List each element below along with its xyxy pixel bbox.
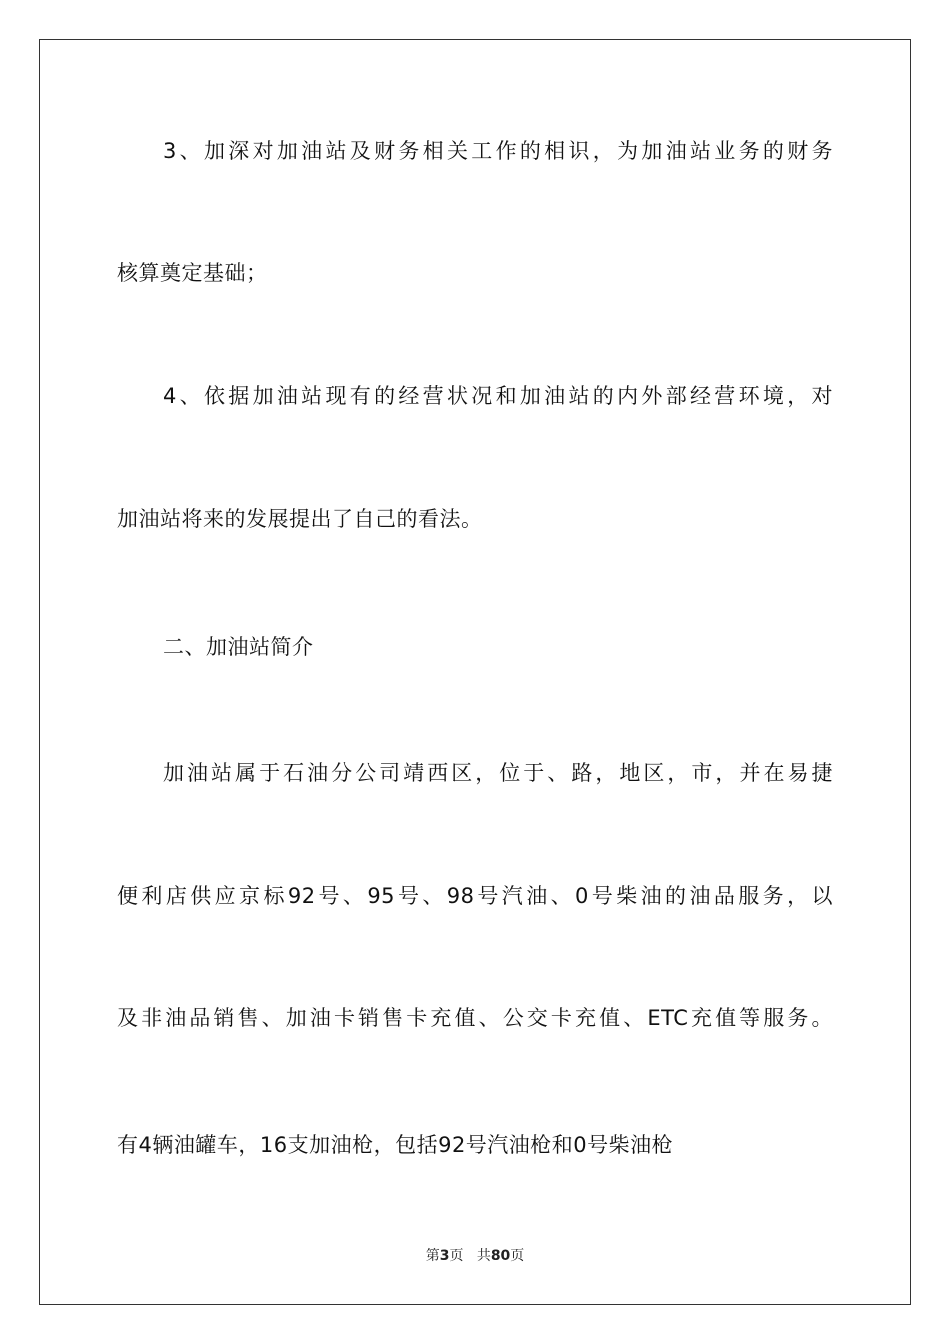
page-border — [39, 39, 911, 1305]
paragraph-line-8: 有4辆油罐车，16支加油枪，包括92号汽油枪和0号柴油枪 — [117, 1133, 674, 1157]
footer-page-number: 3 — [439, 1248, 450, 1264]
paragraph-line-5: 加油站属于石油分公司靖西区，位于、路，地区，市，并在易捷 — [163, 761, 833, 785]
paragraph-line-6: 便利店供应京标92号、95号、98号汽油、0号柴油的油品服务，以 — [117, 884, 833, 908]
paragraph-line-7: 及非油品销售、加油卡销售卡充值、公交卡充值、ETC充值等服务。 — [117, 1006, 833, 1030]
section-heading: 二、加油站简介 — [163, 635, 314, 659]
paragraph-line-2: 核算奠定基础； — [117, 261, 268, 285]
paragraph-line-4: 加油站将来的发展提出了自己的看法。 — [117, 507, 483, 531]
paragraph-line-3: 4、依据加油站现有的经营状况和加油站的内外部经营环境，对 — [163, 384, 833, 408]
page-footer — [0, 1246, 950, 1266]
footer-total-number: 80 — [490, 1248, 511, 1264]
footer-total-prefix: 共 — [476, 1248, 491, 1264]
footer-page-prefix: 第 — [425, 1248, 440, 1264]
footer-page-suffix: 页 — [449, 1248, 464, 1264]
footer-total-suffix: 页 — [510, 1248, 525, 1264]
paragraph-line-1: 3、加深对加油站及财务相关工作的相识，为加油站业务的财务 — [163, 139, 833, 163]
